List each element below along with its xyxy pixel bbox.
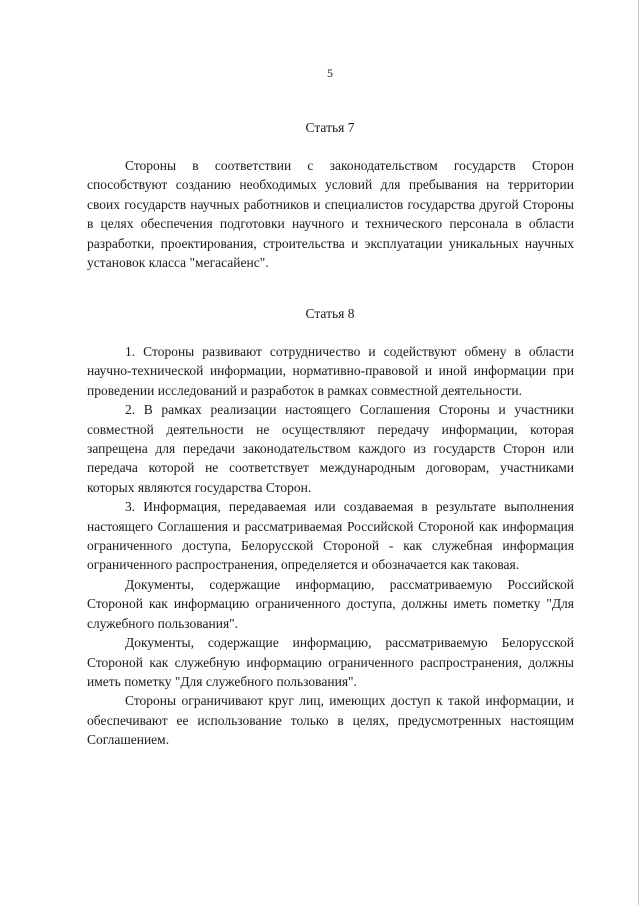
article-8-paragraph-4: Документы, содержащие информацию, рассматриваемую Российской Стороной как информацию ограниченного доступа, должны иметь пометку "Для служебного пользования".	[87, 576, 574, 631]
article-7-body	[87, 156, 574, 272]
article-8-body	[87, 342, 574, 750]
article-8-paragraph-2: 2. В рамках реализации настоящего Соглашения Стороны и участники совместной деятельности не осуществляют передачу информации, которая запрещена для передачи законодательством каждого из государств Сторон или передача которой не соответствует международным договорам, участниками которых являются государства Сторон.	[87, 402, 574, 495]
article-8-paragraph-1: 1. Стороны развивают сотрудничество и содействуют обмену в области научно-технической информации, нормативно-правовой и иной информации при проведении исследований и разработок в рамках совместной деятельности.	[87, 344, 574, 398]
article-7-heading: Статья 7	[305, 120, 355, 135]
article-8-paragraph-6: Стороны ограничивают круг лиц, имеющих доступ к такой информации, и обеспечивают ее использование только в целях, предусмотренных настоящим Соглашением.	[87, 693, 574, 748]
article-8-paragraph-5: Документы, содержащие информацию, рассматриваемую Белорусской Стороной как служебную информацию ограниченного распространения, должны иметь пометку "Для служебного пользования".	[87, 635, 574, 689]
article-7-paragraph: Стороны в соответствии с законодательством государств Сторон способствуют созданию необходимых условий для пребывания на территории своих государств научных работников и специалистов государства другой Стороны в целях обеспечения подготовки научного и технического персонала в области разработки, проектирования, строительства и эксплуатации уникальных научных установок класса "мегасайенс".	[87, 158, 574, 271]
article-8-heading: Статья 8	[305, 306, 355, 321]
page-number: 5	[327, 66, 333, 80]
article-8-paragraph-3: 3. Информация, передаваемая или создаваемая в результате выполнения настоящего Соглашения и рассматриваемая Российской Стороной как информация ограниченного доступа, Белорусской Стороной - как служебная информация ограниченного распространения, определяется и обозначается как таковая.	[87, 499, 574, 573]
